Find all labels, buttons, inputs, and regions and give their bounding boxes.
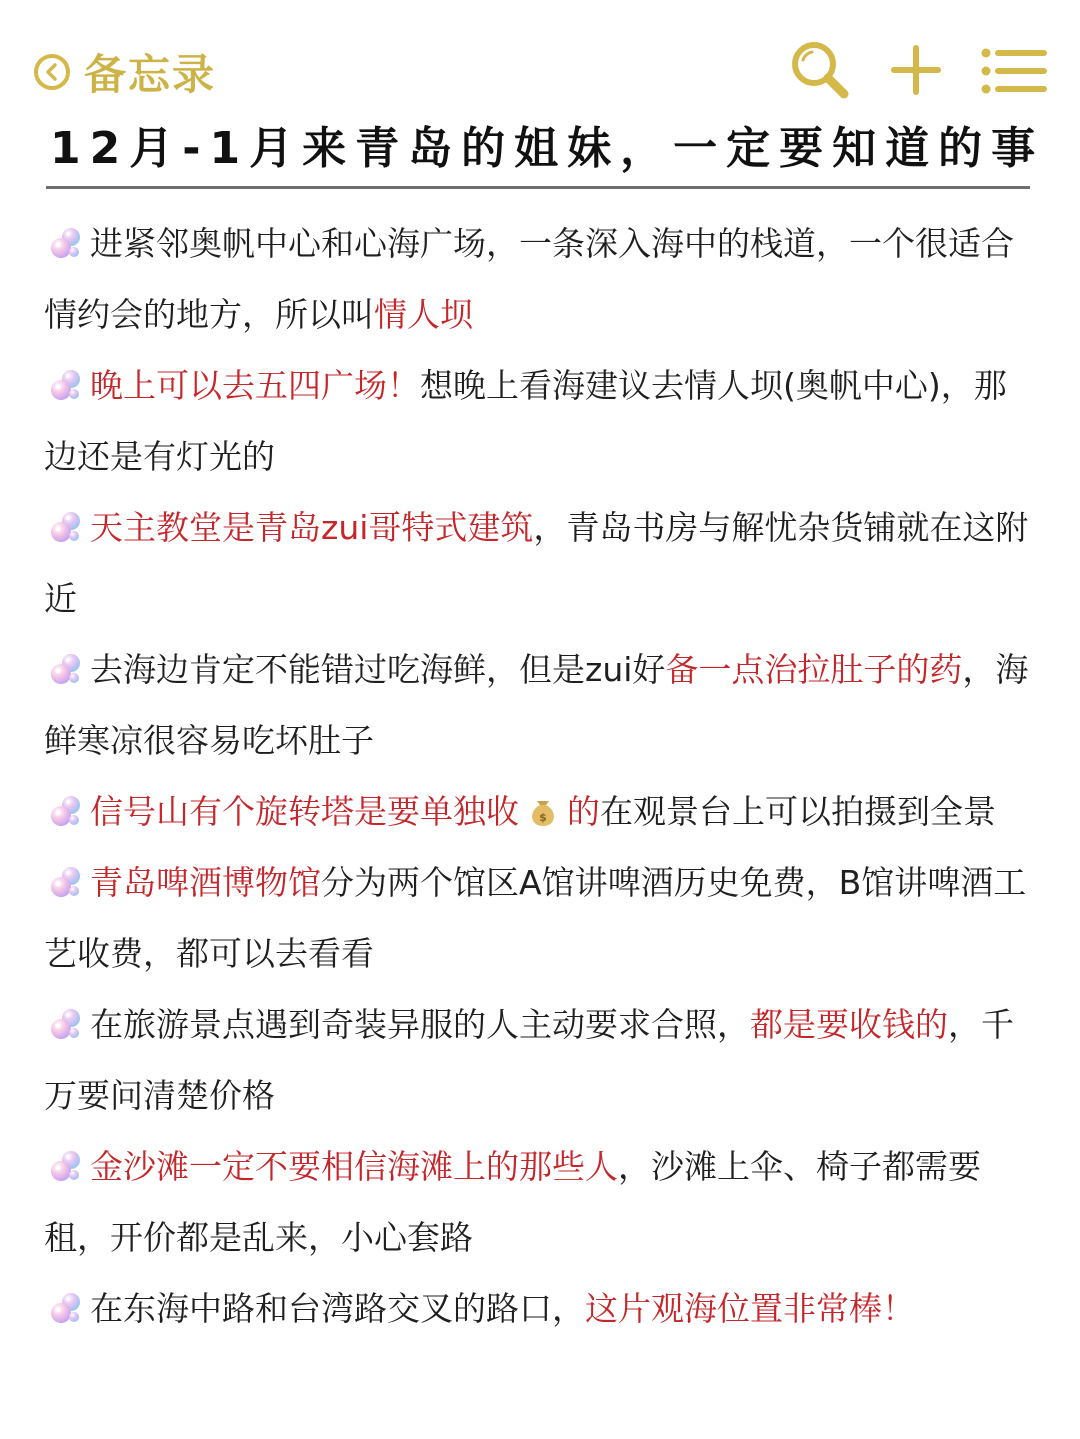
note-body[interactable] <box>44 208 1034 1344</box>
highlight-text: 天主教堂是青岛zui哥特式建筑 <box>90 508 534 547</box>
memo-text: 在旅游景点遇到奇装异服的人主动要求合照， <box>90 1005 750 1044</box>
memo-text: ，千万要问清楚价格 <box>44 1005 1014 1115</box>
note-title: 12月-1月来青岛的姐妹，一定要知道的事 <box>50 123 1045 174</box>
back-button[interactable] <box>34 44 216 100</box>
bubble-icon <box>48 1137 84 1173</box>
bubble-icon <box>48 782 84 818</box>
memo-text: 在观景台上可以拍摄到全景 <box>600 792 996 831</box>
memo-text: 想晚上看海建议去情人坝(奥帆中心)，那边还是有灯光的 <box>44 366 1007 476</box>
memo-item <box>44 208 1034 350</box>
bubble-icon <box>48 498 84 534</box>
memo-item <box>44 350 1034 492</box>
highlight-text: 备一点治拉肚子的药 <box>665 650 963 689</box>
plus-icon[interactable] <box>888 42 944 102</box>
bubble-icon <box>48 214 84 250</box>
memo-text: 在东海中路和台湾路交叉的路口， <box>90 1289 585 1328</box>
back-label: 备忘录 <box>84 50 217 99</box>
bubble-icon <box>48 640 84 676</box>
money-bag-icon <box>525 782 561 824</box>
search-icon[interactable] <box>788 38 852 106</box>
memo-item <box>44 989 1034 1131</box>
back-icon <box>34 54 70 90</box>
bubble-icon <box>48 995 84 1031</box>
memo-item <box>44 1273 1034 1344</box>
highlight-text: 情人坝 <box>374 295 473 334</box>
list-icon[interactable] <box>980 46 1048 100</box>
memo-item <box>44 776 1034 847</box>
highlight-text: 这片观海位置非常棒！ <box>585 1289 915 1328</box>
memo-item <box>44 492 1034 634</box>
memo-text: 去海边肯定不能错过吃海鲜，但是zui好 <box>90 650 666 689</box>
memo-text: 进紧邻奥帆中心和心海广场，一条深入海中的栈道，一个很适合情约会的地方，所以叫 <box>44 224 1014 334</box>
highlight-text: 信号山有个旋转塔是要单独收 <box>90 792 519 831</box>
memo-text: ，海鲜寒凉很容易吃坏肚子 <box>44 650 1029 760</box>
bubble-icon <box>48 356 84 392</box>
memo-item <box>44 1131 1034 1273</box>
bubble-icon <box>48 1279 84 1315</box>
highlight-text: 的 <box>567 792 600 831</box>
top-bar <box>0 0 1080 110</box>
memo-text: 分为两个馆区A馆讲啤酒历史免费，B馆讲啤酒工艺收费，都可以去看看 <box>44 863 1027 973</box>
highlight-text: 金沙滩一定不要相信海滩上的那些人 <box>90 1147 618 1186</box>
bubble-icon <box>48 853 84 889</box>
svg-text:$: $ <box>539 811 547 824</box>
memo-text: ，青岛书房与解忧杂货铺就在这附近 <box>44 508 1029 618</box>
note-title-bar <box>46 118 1045 189</box>
memo-text: ，沙滩上伞、椅子都需要租，开价都是乱来，小心套路 <box>44 1147 981 1257</box>
highlight-text: 青岛啤酒博物馆 <box>90 863 321 902</box>
memo-item <box>44 847 1034 989</box>
highlight-text: 晚上可以去五四广场！ <box>90 366 420 405</box>
highlight-text: 都是要收钱的 <box>750 1005 948 1044</box>
memo-item <box>44 634 1034 776</box>
